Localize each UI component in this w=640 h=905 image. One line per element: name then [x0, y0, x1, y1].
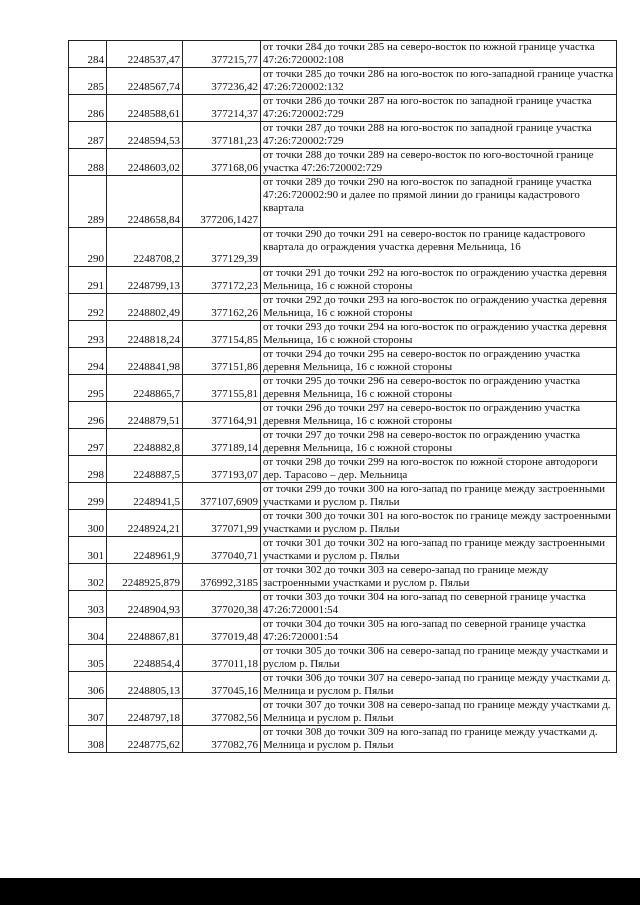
- x-coordinate-cell: 2248941,5: [107, 483, 183, 510]
- y-coordinate-cell: 377155,81: [183, 375, 261, 402]
- y-coordinate-cell: 377162,26: [183, 294, 261, 321]
- boundary-description-cell: от точки 295 до точки 296 на северо-восток по ограждению участка деревня Мельница, 16 с южной стороны: [261, 375, 617, 402]
- y-coordinate-cell: 377181,23: [183, 122, 261, 149]
- boundary-description-cell: от точки 298 до точки 299 на юго-восток по южной стороне автодороги дер. Тарасово – дер. Мельница: [261, 456, 617, 483]
- y-coordinate-cell: 377168,06: [183, 149, 261, 176]
- point-number-cell: 286: [69, 95, 107, 122]
- point-number-cell: 303: [69, 591, 107, 618]
- table-row: [69, 645, 617, 672]
- x-coordinate-cell: 2248904,93: [107, 591, 183, 618]
- boundary-description-cell: от точки 308 до точки 309 на юго-запад по границе между участками д. Мелница и руслом р. Пяльи: [261, 726, 617, 753]
- table-row: [69, 564, 617, 591]
- table-row: [69, 456, 617, 483]
- x-coordinate-cell: 2248588,61: [107, 95, 183, 122]
- y-coordinate-cell: 377214,37: [183, 95, 261, 122]
- boundary-description-cell: от точки 296 до точки 297 на северо-восток по ограждению участка деревня Мельница, 16 с южной стороны: [261, 402, 617, 429]
- boundary-description-cell: от точки 307 до точки 308 на северо-запад по границе между участками д. Мелница и руслом р. Пяльи: [261, 699, 617, 726]
- y-coordinate-cell: 376992,3185: [183, 564, 261, 591]
- boundary-description-cell: от точки 303 до точки 304 на юго-запад по северной границе участка 47:26:720001:54: [261, 591, 617, 618]
- boundary-description-cell: от точки 297 до точки 298 на северо-восток по ограждению участка деревня Мельница, 16 с южной стороны: [261, 429, 617, 456]
- point-number-cell: 285: [69, 68, 107, 95]
- y-coordinate-cell: 377154,85: [183, 321, 261, 348]
- boundary-description-cell: от точки 288 до точки 289 на северо-восток по юго-восточной границе участка 47:26:720002:729: [261, 149, 617, 176]
- table-row: [69, 122, 617, 149]
- x-coordinate-cell: 2248567,74: [107, 68, 183, 95]
- boundary-description-cell: от точки 285 до точки 286 на юго-восток по юго-западной границе участка 47:26:720002:132: [261, 68, 617, 95]
- x-coordinate-cell: 2248925,879: [107, 564, 183, 591]
- boundary-description-cell: от точки 287 до точки 288 на юго-восток по западной границе участка 47:26:720002:729: [261, 122, 617, 149]
- point-number-cell: 308: [69, 726, 107, 753]
- point-number-cell: 294: [69, 348, 107, 375]
- boundary-description-cell: от точки 302 до точки 303 на северо-запад по границе между застроенными участками и руслом р. Пяльи: [261, 564, 617, 591]
- y-coordinate-cell: 377164,91: [183, 402, 261, 429]
- boundary-description-cell: от точки 299 до точки 300 на юго-запад по границе между застроенными участками и руслом р. Пяльи: [261, 483, 617, 510]
- scan-bottom-edge: [0, 878, 640, 905]
- x-coordinate-cell: 2248887,5: [107, 456, 183, 483]
- boundary-description-cell: от точки 294 до точки 295 на северо-восток по ограждению участка деревня Мельница, 16 с южной стороны: [261, 348, 617, 375]
- point-number-cell: 293: [69, 321, 107, 348]
- point-number-cell: 289: [69, 176, 107, 228]
- table-row: [69, 95, 617, 122]
- point-number-cell: 291: [69, 267, 107, 294]
- table-row: [69, 402, 617, 429]
- table-row: [69, 726, 617, 753]
- x-coordinate-cell: 2248708,2: [107, 228, 183, 267]
- x-coordinate-cell: 2248658,84: [107, 176, 183, 228]
- x-coordinate-cell: 2248865,7: [107, 375, 183, 402]
- boundary-description-cell: от точки 291 до точки 292 на юго-восток по ограждению участка деревня Мельница, 16 с южной стороны: [261, 267, 617, 294]
- x-coordinate-cell: 2248961,9: [107, 537, 183, 564]
- point-number-cell: 306: [69, 672, 107, 699]
- y-coordinate-cell: 377045,16: [183, 672, 261, 699]
- table-row: [69, 41, 617, 68]
- point-number-cell: 288: [69, 149, 107, 176]
- point-number-cell: 299: [69, 483, 107, 510]
- boundary-description-cell: от точки 290 до точки 291 на северо-восток по границе кадастрового квартала до ограждения участка деревня Мельница, 16: [261, 228, 617, 267]
- table-row: [69, 294, 617, 321]
- y-coordinate-cell: 377019,48: [183, 618, 261, 645]
- x-coordinate-cell: 2248594,53: [107, 122, 183, 149]
- point-number-cell: 287: [69, 122, 107, 149]
- table-body: [69, 41, 617, 753]
- table-row: [69, 68, 617, 95]
- table-row: [69, 149, 617, 176]
- point-number-cell: 292: [69, 294, 107, 321]
- x-coordinate-cell: 2248818,24: [107, 321, 183, 348]
- y-coordinate-cell: 377107,6909: [183, 483, 261, 510]
- boundary-description-cell: от точки 301 до точки 302 на юго-запад по границе между застроенными участками и руслом р. Пяльи: [261, 537, 617, 564]
- point-number-cell: 305: [69, 645, 107, 672]
- point-number-cell: 295: [69, 375, 107, 402]
- table-row: [69, 375, 617, 402]
- y-coordinate-cell: 377206,1427: [183, 176, 261, 228]
- y-coordinate-cell: 377040,71: [183, 537, 261, 564]
- x-coordinate-cell: 2248882,8: [107, 429, 183, 456]
- boundary-description-cell: от точки 300 до точки 301 на юго-восток по границе между застроенными участками и руслом р. Пяльи: [261, 510, 617, 537]
- x-coordinate-cell: 2248537,47: [107, 41, 183, 68]
- table-row: [69, 176, 617, 228]
- table-row: [69, 618, 617, 645]
- point-number-cell: 297: [69, 429, 107, 456]
- y-coordinate-cell: 377082,56: [183, 699, 261, 726]
- x-coordinate-cell: 2248805,13: [107, 672, 183, 699]
- x-coordinate-cell: 2248841,98: [107, 348, 183, 375]
- point-number-cell: 304: [69, 618, 107, 645]
- point-number-cell: 296: [69, 402, 107, 429]
- x-coordinate-cell: 2248802,49: [107, 294, 183, 321]
- coordinates-table: [68, 40, 617, 753]
- boundary-description-cell: от точки 284 до точки 285 на северо-восток по южной границе участка 47:26:720002:108: [261, 41, 617, 68]
- y-coordinate-cell: 377129,39: [183, 228, 261, 267]
- point-number-cell: 290: [69, 228, 107, 267]
- table-row: [69, 228, 617, 267]
- x-coordinate-cell: 2248799,13: [107, 267, 183, 294]
- y-coordinate-cell: 377215,77: [183, 41, 261, 68]
- x-coordinate-cell: 2248854,4: [107, 645, 183, 672]
- table-row: [69, 429, 617, 456]
- y-coordinate-cell: 377189,14: [183, 429, 261, 456]
- boundary-description-cell: от точки 292 до точки 293 на юго-восток по ограждению участка деревня Мельница, 16 с южной стороны: [261, 294, 617, 321]
- boundary-description-cell: от точки 305 до точки 306 на северо-запад по границе между участками и руслом р. Пяльи: [261, 645, 617, 672]
- boundary-description-cell: от точки 304 до точки 305 на юго-запад по северной границе участка 47:26:720001:54: [261, 618, 617, 645]
- table-row: [69, 348, 617, 375]
- y-coordinate-cell: 377236,42: [183, 68, 261, 95]
- y-coordinate-cell: 377011,18: [183, 645, 261, 672]
- y-coordinate-cell: 377151,86: [183, 348, 261, 375]
- x-coordinate-cell: 2248797,18: [107, 699, 183, 726]
- y-coordinate-cell: 377172,23: [183, 267, 261, 294]
- x-coordinate-cell: 2248867,81: [107, 618, 183, 645]
- boundary-description-cell: от точки 293 до точки 294 на юго-восток по ограждению участка деревня Мельница, 16 с южной стороны: [261, 321, 617, 348]
- table-row: [69, 321, 617, 348]
- x-coordinate-cell: 2248603,02: [107, 149, 183, 176]
- table-row: [69, 591, 617, 618]
- boundary-description-cell: от точки 306 до точки 307 на северо-запад по границе между участками д. Мелница и руслом р. Пяльи: [261, 672, 617, 699]
- table-row: [69, 537, 617, 564]
- x-coordinate-cell: 2248924,21: [107, 510, 183, 537]
- y-coordinate-cell: 377020,38: [183, 591, 261, 618]
- table-row: [69, 699, 617, 726]
- y-coordinate-cell: 377082,76: [183, 726, 261, 753]
- y-coordinate-cell: 377193,07: [183, 456, 261, 483]
- table-row: [69, 510, 617, 537]
- point-number-cell: 284: [69, 41, 107, 68]
- boundary-description-cell: от точки 289 до точки 290 на юго-восток по западной границе участка 47:26:720002:90 и далее по прямой линии до границы кадастрового квартала: [261, 176, 617, 228]
- point-number-cell: 307: [69, 699, 107, 726]
- boundary-description-cell: от точки 286 до точки 287 на юго-восток по западной границе участка 47:26:720002:729: [261, 95, 617, 122]
- point-number-cell: 298: [69, 456, 107, 483]
- point-number-cell: 302: [69, 564, 107, 591]
- x-coordinate-cell: 2248775,62: [107, 726, 183, 753]
- point-number-cell: 300: [69, 510, 107, 537]
- table-row: [69, 483, 617, 510]
- table-row: [69, 267, 617, 294]
- y-coordinate-cell: 377071,99: [183, 510, 261, 537]
- table-row: [69, 672, 617, 699]
- x-coordinate-cell: 2248879,51: [107, 402, 183, 429]
- point-number-cell: 301: [69, 537, 107, 564]
